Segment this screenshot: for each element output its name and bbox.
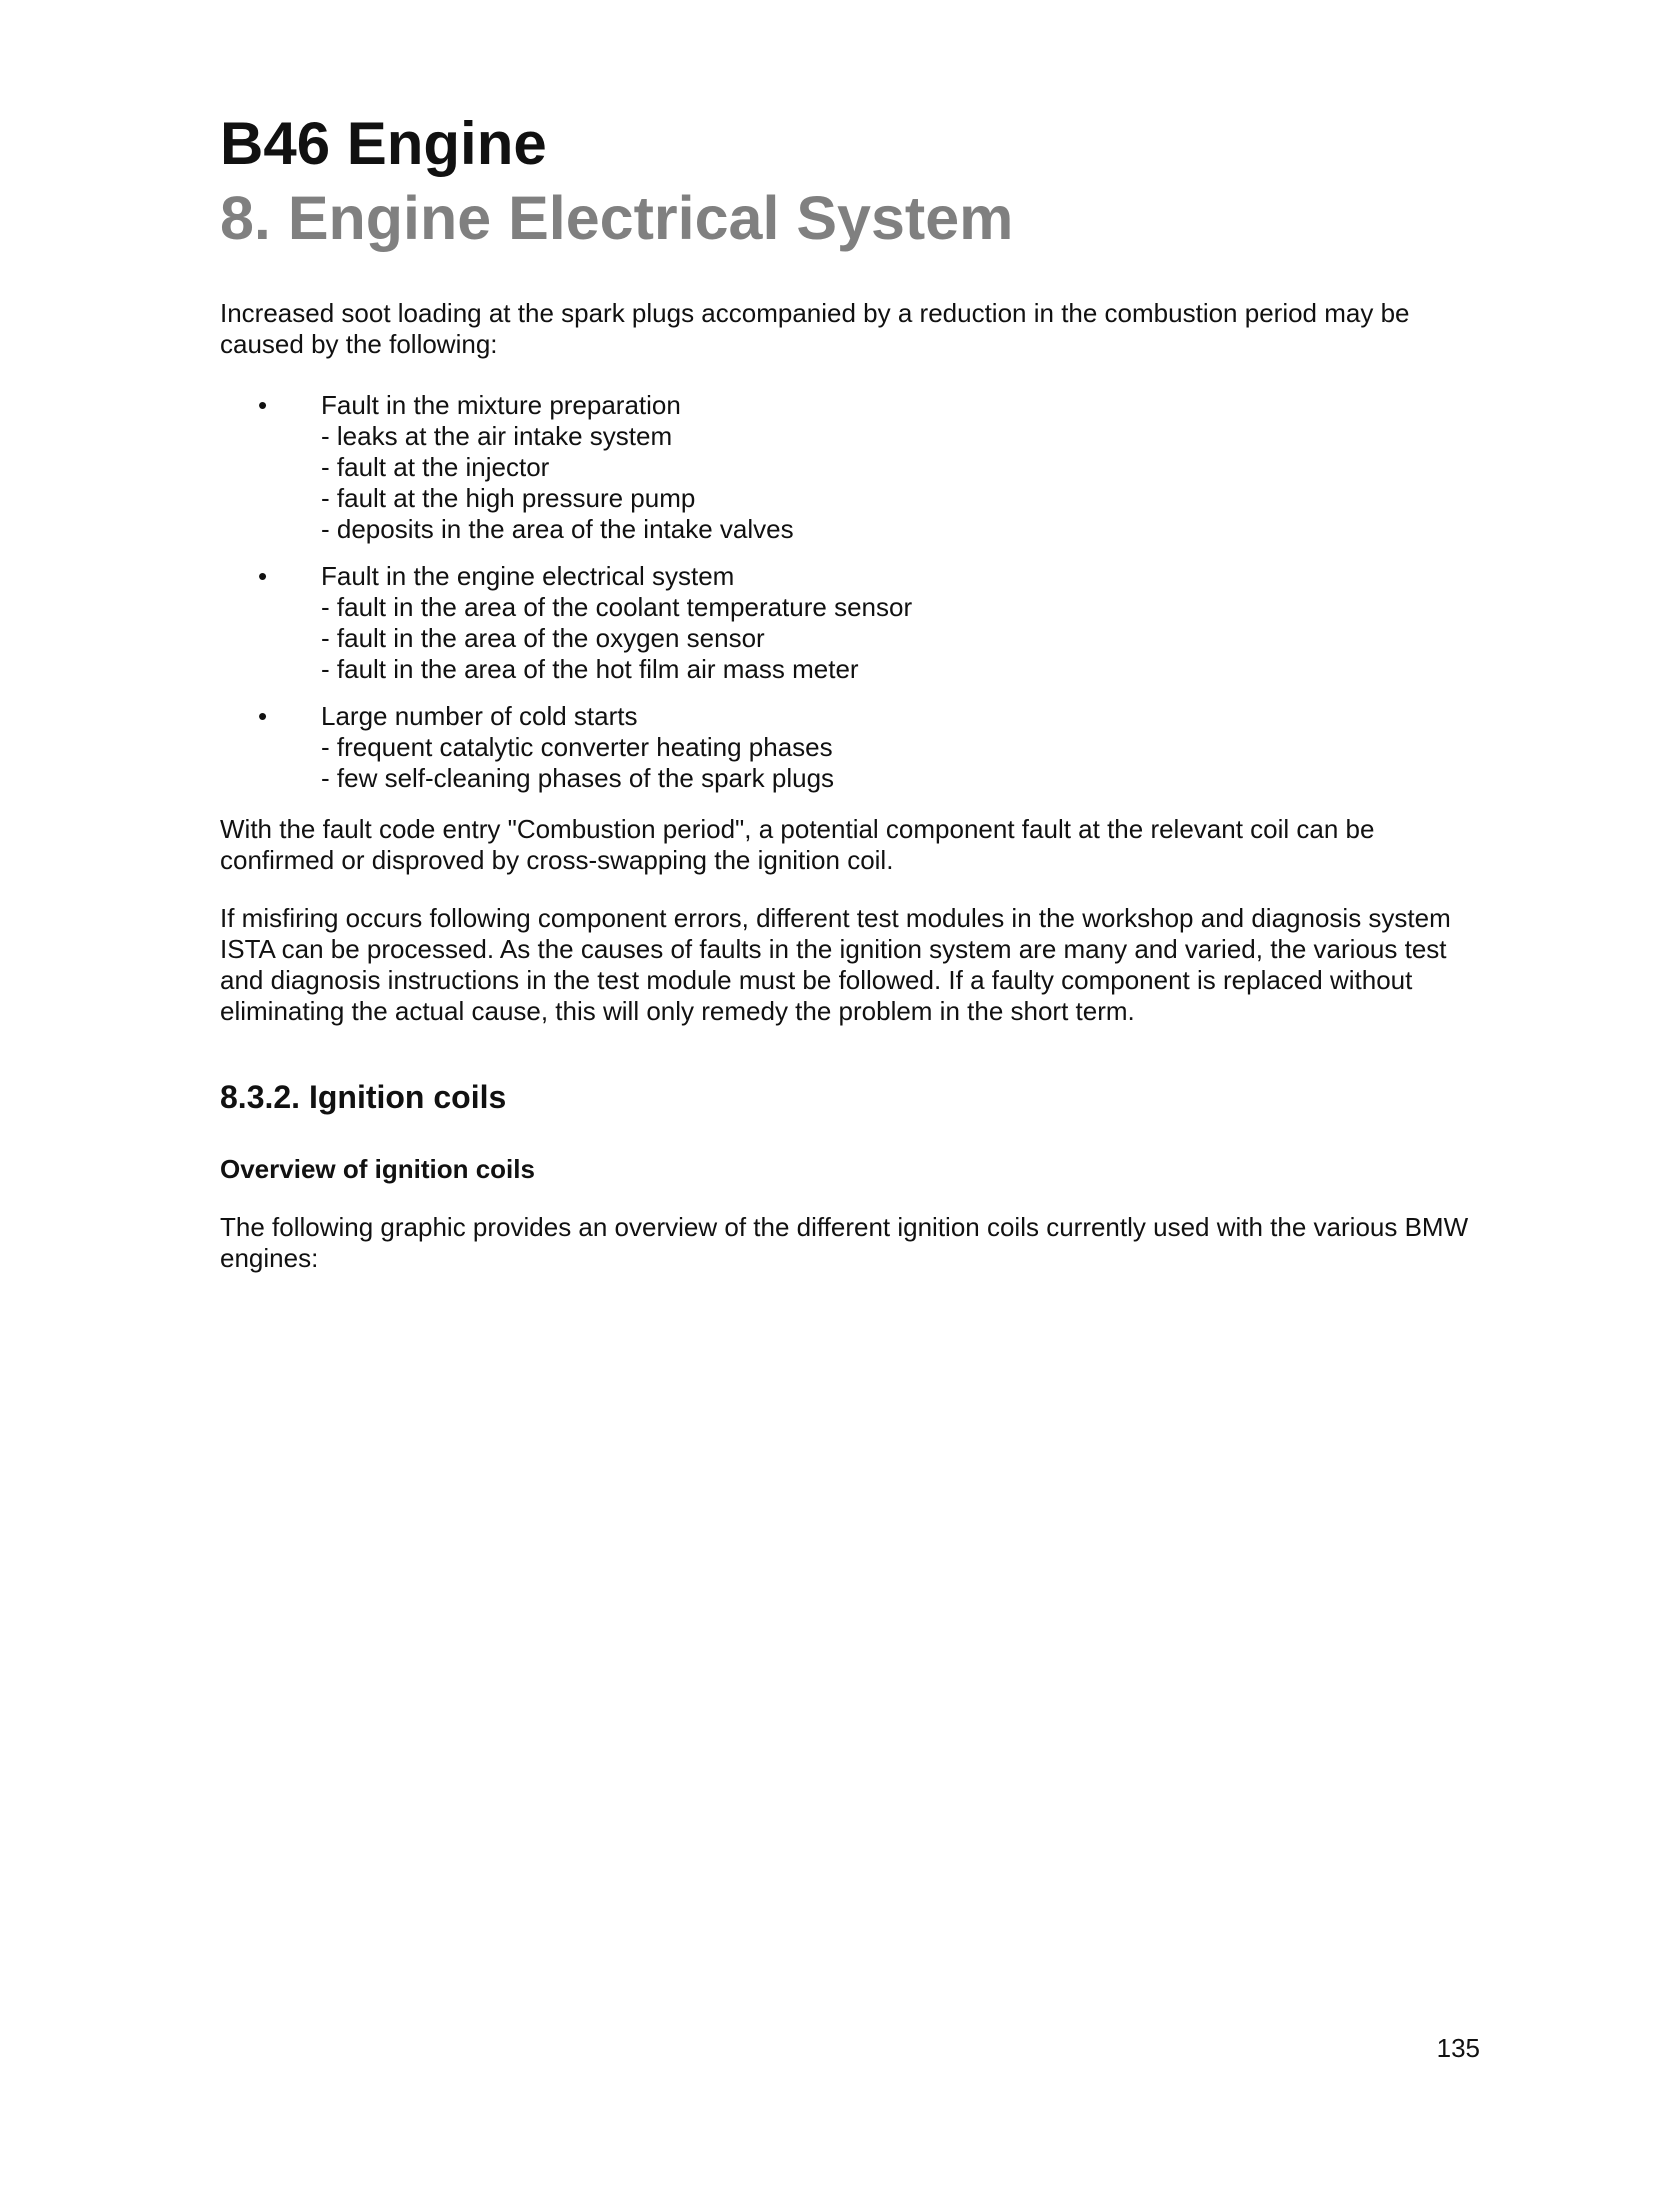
list-subitem: - fault in the area of the coolant temperature sensor bbox=[321, 592, 913, 622]
document-page bbox=[220, 108, 1480, 1274]
list-item bbox=[220, 701, 1480, 794]
list-subitem: - fault at the high pressure pump bbox=[321, 483, 696, 513]
list-subitem: - frequent catalytic converter heating phases bbox=[321, 732, 833, 762]
list-subitem: - leaks at the air intake system bbox=[321, 421, 673, 451]
bullet-icon: • bbox=[258, 561, 268, 591]
section-heading: 8.3.2. Ignition coils bbox=[220, 1079, 507, 1115]
list-subitem: - fault at the injector bbox=[321, 452, 550, 482]
list-item-heading: Fault in the engine electrical system bbox=[321, 561, 735, 591]
list-item-heading: Fault in the mixture preparation bbox=[321, 390, 681, 420]
chapter-title: 8. Engine Electrical System bbox=[220, 184, 1014, 252]
misfiring-paragraph: If misfiring occurs following component errors, different test modules in the workshop and diagnosis system ISTA can be processed. As the causes of faults in the ignition system are many and varied, the various test and diagnosis instructions in the test module must be followed. If a faulty component is replaced without eliminating the actual cause, this will only remedy the problem in the short term. bbox=[220, 903, 1451, 1026]
list-subitem: - fault in the area of the hot film air mass meter bbox=[321, 654, 859, 684]
list-subitem: - fault in the area of the oxygen sensor bbox=[321, 623, 765, 653]
document-title: B46 Engine bbox=[220, 110, 547, 177]
list-item bbox=[220, 390, 1480, 545]
list-item-heading: Large number of cold starts bbox=[321, 701, 638, 731]
cause-list bbox=[220, 390, 1480, 794]
page-number: 135 bbox=[1436, 2033, 1480, 2063]
overview-paragraph: The following graphic provides an overview of the different ignition coils currently used with the various BMW engines: bbox=[220, 1212, 1469, 1273]
list-subitem: - few self-cleaning phases of the spark plugs bbox=[321, 763, 835, 793]
bullet-icon: • bbox=[258, 701, 268, 731]
list-item bbox=[220, 561, 1480, 685]
list-subitem: - deposits in the area of the intake valves bbox=[321, 514, 794, 544]
combustion-period-paragraph: With the fault code entry "Combustion period", a potential component fault at the relevant coil can be confirmed or disproved by cross-swapping the ignition coil. bbox=[220, 814, 1375, 875]
bullet-icon: • bbox=[258, 390, 268, 420]
subsection-heading: Overview of ignition coils bbox=[220, 1154, 535, 1184]
intro-paragraph: Increased soot loading at the spark plugs accompanied by a reduction in the combustion period may be caused by the following: bbox=[220, 298, 1410, 359]
